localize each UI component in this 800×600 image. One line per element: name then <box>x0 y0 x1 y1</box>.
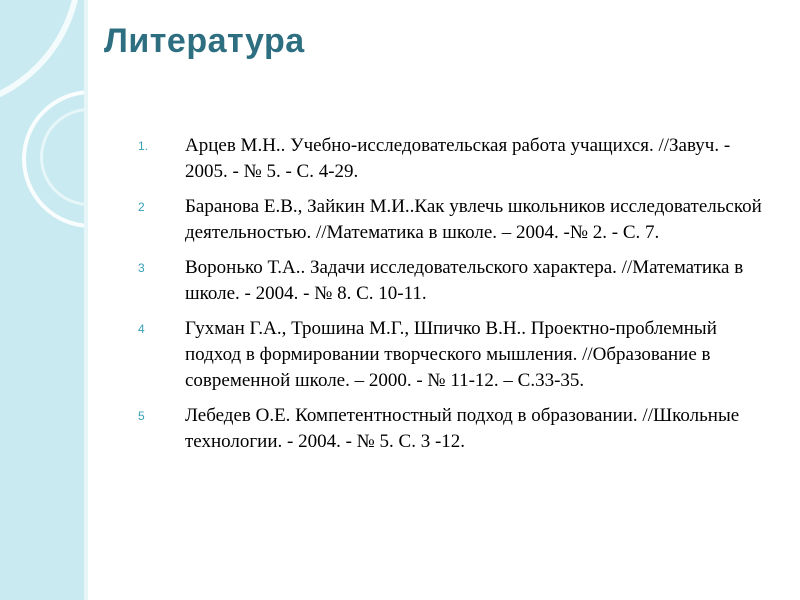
reference-number: 1. <box>138 139 149 153</box>
reference-number: 3 <box>138 261 145 275</box>
reference-item <box>130 133 770 185</box>
reference-text: Арцев М.Н.. Учебно-исследовательская работа учащихся. //Завуч. - 2005. - № 5. - С. 4-29. <box>185 135 731 182</box>
reference-number: 4 <box>138 322 145 336</box>
reference-item <box>130 255 770 307</box>
reference-text: Воронько Т.А.. Задачи исследовательского характера. //Математика в школе. - 2004. - № 8. С. 10-11. <box>185 257 744 304</box>
decorative-side-band <box>0 0 88 600</box>
reference-text: Гухман Г.А., Трошина М.Г., Шпичко В.Н.. Проектно-проблемный подход в формировании творческого мышления. //Образование в современной школе. – 2000. - № 11-12. – С.33-35. <box>185 318 717 391</box>
reference-list <box>130 133 770 464</box>
slide-title: Литература <box>104 22 305 60</box>
reference-item <box>130 194 770 246</box>
reference-item <box>130 403 770 455</box>
side-band-edge <box>84 0 88 600</box>
reference-text: Лебедев О.Е. Компетентностный подход в образовании. //Школьные технологии. - 2004. - № 5. С. 3 -12. <box>185 405 740 452</box>
reference-text: Баранова Е.В., Зайкин М.И..Как увлечь школьников исследовательской деятельностью. //Математика в школе. – 2004. -№ 2. - С. 7. <box>185 196 762 243</box>
reference-number: 2 <box>138 200 145 214</box>
reference-number: 5 <box>138 409 145 423</box>
reference-item <box>130 316 770 394</box>
